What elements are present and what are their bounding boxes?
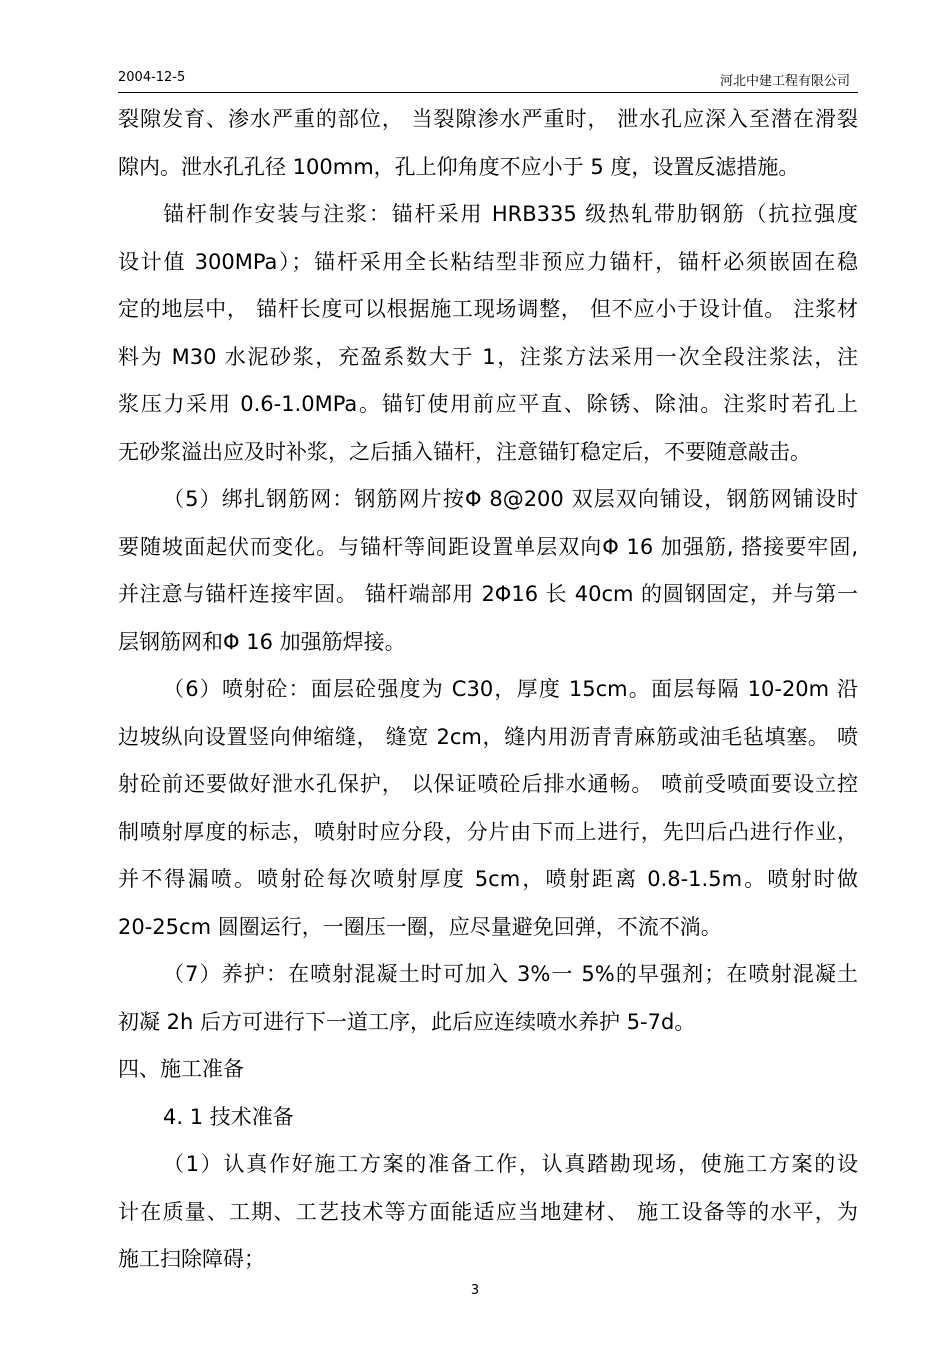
- text-line: 边坡纵向设置竖向伸缩缝， 缝宽 2cm，缝内用沥青青麻筋或油毛毡填塞。 喷: [118, 724, 858, 749]
- text-line: 裂隙发育、渗水严重的部位， 当裂隙渗水严重时， 泄水孔应深入至潜在滑裂: [118, 107, 858, 131]
- text-line: 4. 1 技术准备: [163, 1104, 294, 1129]
- text-line: 20-25cm 圆圈运行，一圈压一圈，应尽量避免回弹，不流不淌。: [118, 914, 722, 939]
- text-line: 要随坡面起伏而变化。与锚杆等间距设置单层双向Φ 16 加强筋, 搭接要牢固,: [118, 534, 858, 559]
- text-line: 初凝 2h 后方可进行下一道工序，此后应连续喷水养护 5-7d。: [118, 1009, 696, 1034]
- text-line: 锚杆制作安装与注浆：锚杆采用 HRB335 级热轧带肋钢筋（抗拉强度: [163, 202, 858, 226]
- text-line: 并注意与锚杆连接牢固。 锚杆端部用 2Φ16 长 40cm 的圆钢固定，并与第一: [118, 582, 858, 606]
- text-line: 设计值 300MPa）；锚杆采用全长粘结型非预应力锚杆，锚杆必须嵌固在稳: [118, 249, 858, 274]
- page-number: 3: [470, 1283, 480, 1298]
- text-line: 无砂浆溢出应及时补浆，之后插入锚杆，注意锚钉稳定后，不要随意敲击。: [118, 439, 811, 464]
- page-header: [118, 70, 850, 90]
- document-body: [118, 96, 858, 1284]
- header-company: 河北中建工程有限公司: [719, 74, 850, 89]
- text-line: 料为 M30 水泥砂浆，充盈系数大于 1，注浆方法采用一次全段注浆法，注: [118, 344, 858, 369]
- text-line: （6）喷射砼：面层砼强度为 C30，厚度 15cm。面层每隔 10-20m 沿: [163, 677, 858, 701]
- text-line: （5）绑扎钢筋网：钢筋网片按Φ 8@200 双层双向铺设，钢筋网铺设时: [163, 487, 858, 511]
- text-line: 施工扫除障碍；: [118, 1247, 265, 1271]
- text-line: 射砼前还要做好泄水孔保护， 以保证喷砼后排水通畅。 喷前受喷面要设立控: [118, 772, 858, 796]
- text-line: （7）养护：在喷射混凝土时可加入 3%一 5%的早强剂；在喷射混凝土: [163, 962, 858, 986]
- text-line: 浆压力采用 0.6-1.0MPa。锚钉使用前应平直、除锈、除油。注浆时若孔上: [118, 392, 858, 416]
- header-date: 2004-12-5: [118, 70, 186, 85]
- text-line: 隙内。泄水孔孔径 100mm，孔上仰角度不应小于 5 度，设置反滤措施。: [118, 154, 800, 179]
- text-line: 层钢筋网和Φ 16 加强筋焊接。: [118, 629, 406, 654]
- text-line: （1）认真作好施工方案的准备工作，认真踏勘现场，使施工方案的设: [163, 1152, 858, 1176]
- text-line: 并不得漏喷。喷射砼每次喷射厚度 5cm，喷射距离 0.8-1.5m。喷射时做: [118, 867, 858, 891]
- text-line: 四、施工准备: [118, 1057, 244, 1081]
- text-line: 制喷射厚度的标志，喷射时应分段，分片由下而上进行，先凹后凸进行作业，: [118, 819, 858, 844]
- text-line: 计在质量、工期、工艺技术等方面能适应当地建材、 施工设备等的水平，为: [118, 1199, 858, 1224]
- header-rule: [118, 92, 858, 93]
- text-line: 定的地层中， 锚杆长度可以根据施工现场调整， 但不应小于设计值。 注浆材: [118, 297, 858, 321]
